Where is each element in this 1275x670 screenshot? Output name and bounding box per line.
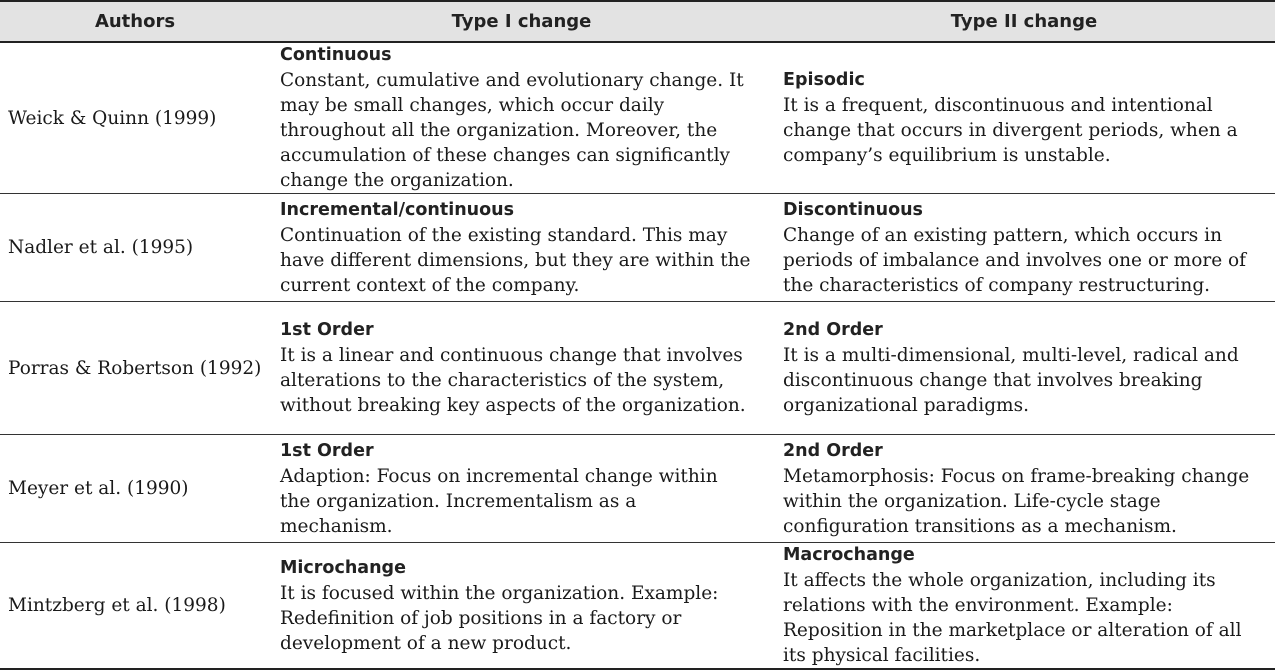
type2-cell — [773, 543, 1275, 670]
header-type1: Type I change — [451, 11, 592, 32]
table-row — [0, 42, 1275, 194]
header-row — [0, 1, 1275, 42]
type1-title: Continuous — [280, 45, 392, 65]
type1-title: Microchange — [280, 557, 406, 578]
type2-cell — [773, 435, 1275, 543]
type1-cell — [270, 543, 773, 670]
type2-description: It is a multi-dimensional, multi-level, radical and discontinuous change that involves breaking organizational paradigms. — [783, 345, 1239, 416]
author-cell: Nadler et al. (1995) — [8, 237, 194, 258]
type1-title: 1st Order — [280, 440, 374, 461]
type1-title: Incremental/continuous — [280, 199, 515, 220]
type2-title: Discontinuous — [783, 199, 923, 220]
author-cell: Weick & Quinn (1999) — [8, 107, 217, 129]
type1-description: It is a linear and continuous change that involves alterations to the characteristics of the system, without breaking key aspects of the organization. — [280, 345, 746, 416]
type2-description: It affects the whole organization, including its relations with the environment. Example: Reposition in the marketplace or alteration of all its physical facilities. — [783, 570, 1242, 666]
type1-cell — [270, 194, 773, 302]
type1-description: It is focused within the organization. Example: Redefinition of job positions in a factory or development of a new product. — [280, 582, 719, 654]
type2-description: It is a frequent, discontinuous and intentional change that occurs in divergent periods, when a company’s equilibrium is unstable. — [783, 95, 1238, 166]
type2-cell — [773, 302, 1275, 435]
author-cell: Mintzberg et al. (1998) — [8, 595, 226, 616]
type1-cell — [270, 302, 773, 435]
type1-cell — [270, 42, 773, 194]
type2-description: Metamorphosis: Focus on frame-breaking change within the organization. Life-cycle stage configuration transitions as a mechanism. — [783, 465, 1250, 537]
author-cell: Porras & Robertson (1992) — [8, 357, 262, 379]
type2-title: Episodic — [783, 70, 865, 90]
type2-description: Change of an existing pattern, which occurs in periods of imbalance and involves one or more of the characteristics of company restructuring. — [783, 224, 1247, 296]
table-row — [0, 543, 1275, 670]
type1-description: Constant, cumulative and evolutionary change. It may be small changes, which occur daily throughout all the organization. Moreover, the accumulation of these changes can significantly change the organization. — [280, 70, 744, 191]
header-type2: Type II change — [950, 11, 1098, 32]
type1-description: Adaption: Focus on incremental change within the organization. Incrementalism as a mechanism. — [280, 465, 718, 537]
type1-description: Continuation of the existing standard. This may have different dimensions, but they are within the current context of the company. — [280, 224, 751, 296]
table-row — [0, 302, 1275, 435]
type1-cell — [270, 435, 773, 543]
header-authors: Authors — [94, 11, 176, 32]
type1-title: 1st Order — [280, 320, 374, 340]
type2-title: 2nd Order — [783, 440, 883, 461]
table-row — [0, 194, 1275, 302]
author-cell: Meyer et al. (1990) — [8, 478, 189, 499]
type2-title: 2nd Order — [783, 320, 883, 340]
type2-title: Macrochange — [783, 545, 915, 565]
type2-cell — [773, 194, 1275, 302]
table-row — [0, 435, 1275, 543]
type2-cell — [773, 42, 1275, 194]
